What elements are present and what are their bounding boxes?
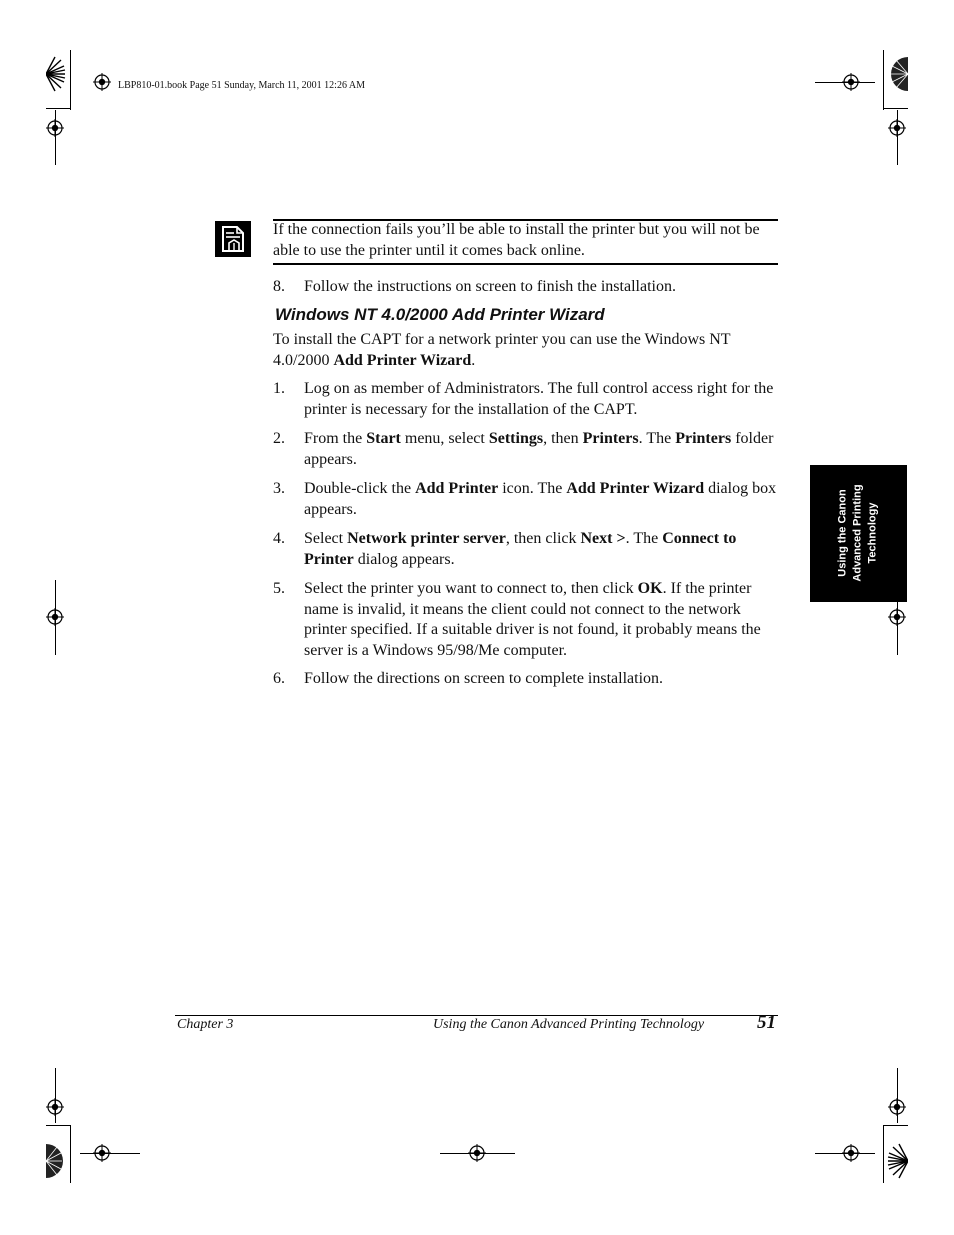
footer-title: Using the Canon Advanced Printing Technology [433,1017,705,1032]
registration-mark-icon [888,119,906,137]
page-number: 51 [757,1012,776,1033]
step-text: Double-click the Add Printer icon. The Add Printer Wizard dialog box appears. [304,480,777,518]
footer-chapter: Chapter 3 [177,1017,234,1032]
intro-paragraph: To install the CAPT for a network printer you can use the Windows NT 4.0/2000 Add Printer Wizard. [273,331,731,369]
step-number: 8. [273,278,285,295]
starburst-mark-icon [886,56,908,92]
footer-rule [175,1015,778,1016]
registration-mark-icon [888,1098,906,1116]
list-item [273,479,778,520]
step-number: 5. [273,580,285,597]
file-meta-line: LBP810-01.book Page 51 Sunday, March 11, 2001 12:26 AM [118,80,366,91]
step-text: Log on as member of Administrators. The full control access right for the printer is necessary for the installation of the CAPT. [304,380,774,418]
registration-mark-icon [46,1098,64,1116]
starburst-mark-icon [46,1143,66,1179]
step-number: 6. [273,670,285,687]
list-item [273,429,778,470]
step-text: From the Start menu, select Settings, then Printers. The Printers folder appears. [304,430,774,468]
registration-mark-icon [93,1144,111,1162]
side-tab-label: Using the Canon Advanced Printing Technology [836,484,879,582]
chapter-side-tab [810,465,907,602]
step-number: 1. [273,380,285,397]
step-text: Select the printer you want to connect to, then click OK. If the printer name is invalid, it means the client could not connect to the network printer specified. If a suitable driver is not found, it probably means the server is a Windows 95/98/Me computer. [304,580,761,659]
note-bottom-rule [273,263,778,265]
registration-mark-icon [842,73,860,91]
list-item [273,669,778,690]
step-text: Follow the directions on screen to complete installation. [304,670,664,687]
list-item [273,579,778,661]
list-item [273,277,778,298]
starburst-mark-icon [886,1143,908,1179]
registration-mark-icon [93,73,111,91]
note-icon [215,221,251,257]
registration-mark-icon [888,608,906,626]
starburst-mark-icon [46,56,66,92]
section-heading: Windows NT 4.0/2000 Add Printer Wizard [275,305,605,324]
list-item [273,529,778,570]
registration-mark-icon [46,119,64,137]
registration-mark-icon [46,608,64,626]
step-number: 2. [273,430,285,447]
registration-mark-icon [842,1144,860,1162]
note-text: If the connection fails you’ll be able to install the printer but you will not be able to use the printer until it comes back online. [273,221,760,259]
step-text: Follow the instructions on screen to finish the installation. [304,278,676,295]
registration-mark-icon [468,1144,486,1162]
step-text: Select Network printer server, then click Next >. The Connect to Printer dialog appears. [304,530,737,568]
step-number: 4. [273,530,285,547]
list-item [273,379,778,420]
step-number: 3. [273,480,285,497]
